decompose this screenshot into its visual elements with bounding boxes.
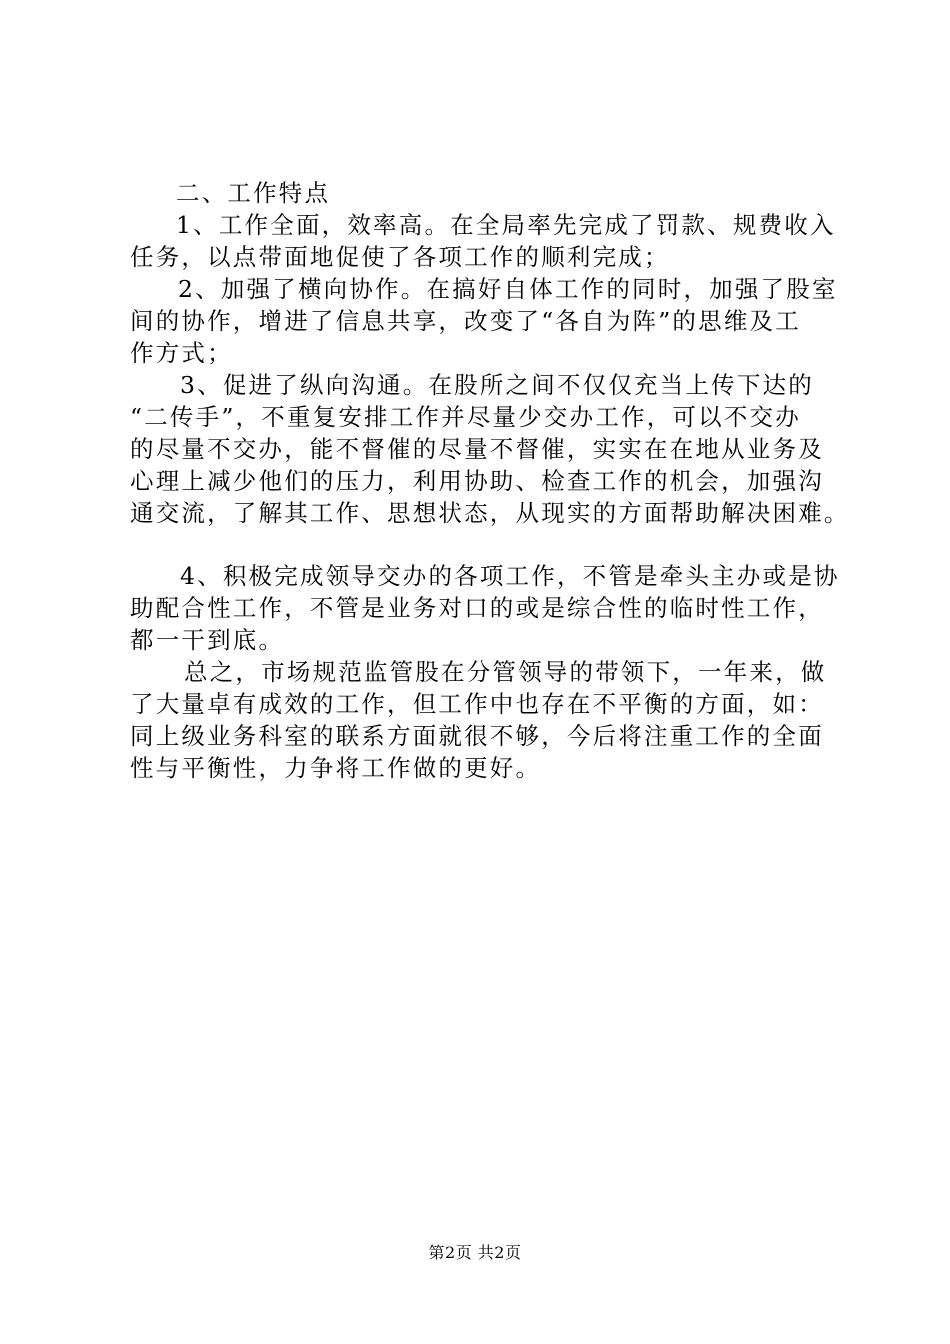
paragraph-line: 作方式； (130, 339, 233, 367)
paragraph-line: 心理上减少他们的压力，利用协助、检查工作的机会，加强沟 (130, 467, 824, 495)
paragraph-line: 通交流，了解其工作、思想状态，从现实的方面帮助解决困难。 (130, 499, 850, 527)
paragraph-line: 同上级业务科室的联系方面就很不够，今后将注重工作的全面 (130, 722, 824, 750)
paragraph-line: 都一干到底。 (130, 626, 285, 654)
paragraph-line: 4、积极完成领导交办的各项工作，不管是牵头主办或是协 (180, 562, 840, 590)
page-footer: 第2页 共2页 (428, 1243, 522, 1262)
paragraph-line: 间的协作，增进了信息共享，改变了“各自为阵”的思维及工 (130, 307, 801, 335)
paragraph-line: 了大量卓有成效的工作，但工作中也存在不平衡的方面，如： (130, 690, 824, 718)
paragraph-line: 2、加强了横向协作。在搞好自体工作的同时，加强了股室 (178, 275, 838, 303)
section-heading: 二、工作特点 (176, 179, 331, 207)
paragraph-line: 的尽量不交办，能不督催的尽量不督催，实实在在地从业务及 (130, 435, 824, 463)
paragraph-line: 3、促进了纵向沟通。在股所之间不仅仅充当上传下达的 (180, 371, 814, 399)
paragraph-line: 性与平衡性，力争将工作做的更好。 (130, 754, 542, 782)
paragraph-line: 助配合性工作，不管是业务对口的或是综合性的临时性工作， (130, 594, 824, 622)
paragraph-line: 1、工作全面，效率高。在全局率先完成了罚款、规费收入 (176, 211, 836, 239)
paragraph-line: “二传手”，不重复安排工作并尽量少交办工作，可以不交办 (130, 403, 801, 431)
paragraph-line: 总之，市场规范监管股在分管领导的带领下，一年来，做 (184, 658, 827, 686)
paragraph-line: 任务，以点带面地促使了各项工作的顺利完成； (130, 243, 670, 271)
